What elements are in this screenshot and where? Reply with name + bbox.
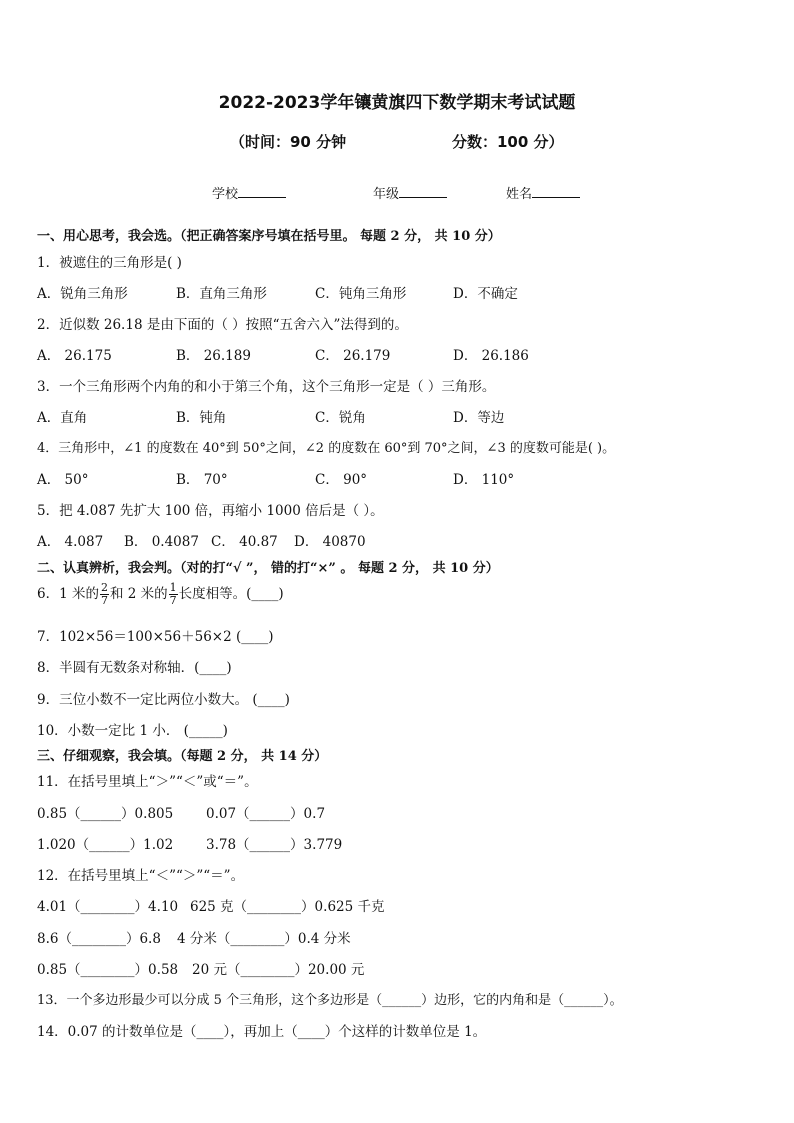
q12-item-4: 4 分米（________）0.4 分米 [177,931,351,947]
q2-option-c: C． 26.179 [315,348,391,364]
q2-option-b: B． 26.189 [176,348,251,364]
q5-option-c: C． 40.87 [211,534,278,550]
q12-item-5: 0.85（________）0.58 [37,962,179,978]
fraction-one-seventh [169,582,178,607]
q4-option-d: D． 110° [453,472,515,488]
question-1: 1．被遮住的三角形是( ) [37,255,182,271]
q1-option-c: C．钝角三角形 [315,286,407,302]
fraction-numerator: 2 [100,581,108,594]
q12-item-6: 20 元（________）20.00 元 [192,962,365,978]
grade-label: 年级 [373,187,400,202]
exam-score: 分数：100 分） [452,133,564,151]
question-9: 9．三位小数不一定比两位小数大。 (____) [37,692,290,708]
q4-option-b: B． 70° [176,472,228,488]
q3-option-b: B．钝角 [176,410,227,426]
q11-item-2: 0.07（______）0.7 [206,806,326,822]
q4-option-c: C． 90° [315,472,368,488]
question-5: 5．把 4.087 先扩大 100 倍，再缩小 1000 倍后是（ ）。 [37,503,384,519]
q11-item-1: 0.85（______）0.805 [37,806,174,822]
q6-text-c: 长度相等。(____) [178,586,284,602]
question-2: 2．近似数 26.18 是由下面的（ ）按照“五舍六入”法得到的。 [37,317,408,333]
q3-option-c: C．锐角 [315,410,366,426]
school-field [212,183,286,202]
question-11: 11．在括号里填上“＞”“＜”或“＝”。 [37,774,258,790]
q11-item-3: 1.020（______）1.02 [37,837,174,853]
fraction-denominator: 7 [100,594,108,607]
fraction-two-sevenths [100,582,109,607]
q2-option-a: A． 26.175 [37,348,112,364]
q11-item-4: 3.78（______）3.779 [206,837,343,853]
q1-option-b: B．直角三角形 [176,286,267,302]
q6-text-b: 和 2 米的 [109,586,168,602]
question-12: 12．在括号里填上“＜”“＞”“＝”。 [37,868,245,884]
question-7: 7．102×56＝100×56＋56×2 (____) [37,629,274,645]
question-6 [37,582,284,607]
question-13: 13．一个多边形最少可以分成 5 个三角形，这个多边形是（______）边形，它的内角和是（______）。 [37,993,623,1008]
q12-item-1: 4.01（________）4.10 [37,899,179,915]
section-2-heading: 二、认真辨析，我会判。（对的打“√ ”， 错的打“×” 。 每题 2 分， 共 10 分） [37,561,499,576]
q5-option-b: B． 0.4087 [124,534,199,550]
fraction-numerator: 1 [169,581,177,594]
q3-option-d: D．等边 [453,410,505,426]
q2-option-d: D． 26.186 [453,348,529,364]
fraction-denominator: 7 [169,594,177,607]
grade-field [373,183,447,202]
section-1-heading: 一、用心思考，我会选。（把正确答案序号填在括号里。 每题 2 分， 共 10 分） [37,229,501,244]
q4-option-a: A． 50° [37,472,89,488]
question-14: 14．0.07 的计数单位是（____），再加上（____）个这样的计数单位是 1。 [37,1024,487,1040]
page-title: 2022-2023学年镶黄旗四下数学期末考试试题 [218,93,576,113]
q1-option-a: A．锐角三角形 [37,286,128,302]
question-8: 8．半圆有无数条对称轴．(____) [37,660,232,676]
q1-option-d: D．不确定 [453,286,518,302]
grade-blank [399,185,447,198]
name-blank [532,185,580,198]
school-blank [238,185,286,198]
name-label: 姓名 [506,187,533,202]
question-4: 4．三角形中，∠1 的度数在 40°到 50°之间，∠2 的度数在 60°到 70°之间，∠3 的度数可能是( )。 [37,441,616,456]
q12-item-3: 8.6（________）6.8 [37,931,161,947]
q12-item-2: 625 克（________）0.625 千克 [190,899,385,915]
q5-option-d: D． 40870 [294,534,366,550]
q5-option-a: A． 4.087 [37,534,104,550]
q6-text-a: 6．1 米的 [37,586,99,602]
school-label: 学校 [212,187,239,202]
question-3: 3．一个三角形两个内角的和小于第三个角，这个三角形一定是（ ）三角形。 [37,379,496,395]
exam-time: （时间：90 分钟 [230,133,347,151]
section-3-heading: 三、仔细观察，我会填。（每题 2 分， 共 14 分） [37,749,328,764]
question-10: 10．小数一定比 1 小． (_____) [37,723,228,739]
q3-option-a: A．直角 [37,410,88,426]
name-field [506,183,580,202]
